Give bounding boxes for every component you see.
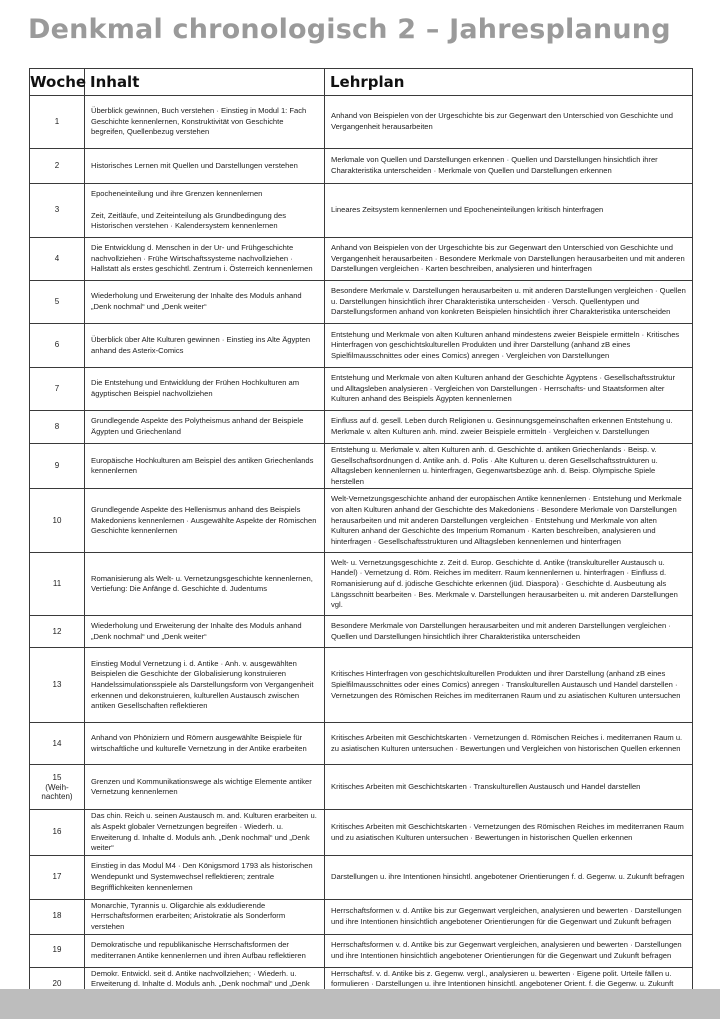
week-number: 6 <box>30 324 85 368</box>
content-cell: Demokratische und republikanische Herrschaftsformen der mediterranen Antike kennenlernen und ihren Aufbau reflektieren <box>85 934 325 967</box>
content-cell: Überblick gewinnen, Buch verstehen · Einstieg in Modul 1: Fach Geschichte kennenlernen, Konstruktivität von Geschichte begreifen, Quellenbezug verstehen <box>85 96 325 149</box>
content-cell: Grundlegende Aspekte des Hellenismus anhand des Beispiels Makedoniens kennenlernen · Ausgewählte Aspekte der Römischen Geschichte kennenlernen <box>85 489 325 553</box>
curriculum-cell: Einfluss auf d. gesell. Leben durch Religionen u. Gesinnungsgemeinschaften erkennen Entstehung u. Merkmale v. alten Kulturen anh. mind. zweier Beispiele ermitteln · Vergleichen v. Darstellungen <box>325 411 693 444</box>
table-row <box>30 411 693 444</box>
table-row <box>30 616 693 648</box>
curriculum-cell: Kritisches Hinterfragen von geschichtskulturellen Produkten und ihrer Darstellung (anhand zB eines Spielfilmausschnittes oder eines Comics) anregen · Transkulturellen Austausch und Handel darstellen · Vernetzungen des Römischen Reiches im mediterranen Raum und zu asiatischen Kulturen untersuchen <box>325 648 693 723</box>
page-title: Denkmal chronologisch 2 – Jahresplanung <box>28 14 671 45</box>
curriculum-cell: Herrschaftsformen v. d. Antike bis zur Gegenwart vergleichen, analysieren und bewerten · Darstellungen und ihre Intentionen hinsichtlich angebotener Orientierungen für die Gegenwart und Zukunft befragen <box>325 934 693 967</box>
table-row <box>30 149 693 184</box>
week-number: 11 <box>30 553 85 616</box>
week-number: 18 <box>30 899 85 934</box>
table-header-row <box>30 69 693 96</box>
content-cell: Wiederholung und Erweiterung der Inhalte des Moduls anhand „Denk nochmal“ und „Denk weiter“ <box>85 281 325 324</box>
content-cell: Einstieg Modul Vernetzung i. d. Antike · Anh. v. ausgewählten Beispielen die Geschichte der Globalisierung konstruieren Handelssimulationsspiele als Darstellungsform von Vergangenheit erkennen und dekonstruieren, kulturellen Austausch zwischen antiken Gesellschaften reflektieren <box>85 648 325 723</box>
content-cell: Europäische Hochkulturen am Beispiel des antiken Griechenlands kennenlernen <box>85 444 325 489</box>
table-row <box>30 444 693 489</box>
week-number: 2 <box>30 149 85 184</box>
table-row <box>30 648 693 723</box>
table-row <box>30 281 693 324</box>
curriculum-cell: Anhand von Beispielen von der Urgeschichte bis zur Gegenwart den Unterschied von Geschichte und Vergangenheit herausarbeiten <box>325 96 693 149</box>
content-cell: Das chin. Reich u. seinen Austausch m. and. Kulturen erarbeiten u. als Aspekt globaler Vernetzungen begreifen · Wiederh. u. Erweiterung d. Inhalte d. Moduls anh. „Denk nochmal“ und „Denk weiter“ <box>85 810 325 855</box>
footer-bar <box>0 989 720 1019</box>
table-row <box>30 324 693 368</box>
content-cell: Historisches Lernen mit Quellen und Darstellungen verstehen <box>85 149 325 184</box>
week-number: 20 <box>30 967 85 1002</box>
week-number: 10 <box>30 489 85 553</box>
curriculum-cell: Kritisches Arbeiten mit Geschichtskarten · Vernetzungen des Römischen Reiches im mediterranen Raum und zu asiatischen Kulturen untersuchen · Bewertungen in historischen Quellen erkennen <box>325 810 693 855</box>
content-cell: Monarchie, Tyrannis u. Oligarchie als exkludierende Herrschaftsformen erarbeiten; Aristokratie als Sonderform verstehen <box>85 899 325 934</box>
curriculum-cell: Entstehung u. Merkmale v. alten Kulturen anh. d. Geschichte d. antiken Griechenlands · Beisp. v. Gesellschaftsordnungen d. Antike anh. d. Polis · Alte Kulturen u. deren Gesellschaftsstrukturen u. Alltagsleben kennenlernen u. hinterfragen, Gegenwartsbezüge anh. d. Beisp. Olympische Spiele herstellen <box>325 444 693 489</box>
content-cell: Wiederholung und Erweiterung der Inhalte des Moduls anhand „Denk nochmal“ und „Denk weiter“ <box>85 616 325 648</box>
week-number: 1 <box>30 96 85 149</box>
week-number: 13 <box>30 648 85 723</box>
curriculum-cell: Besondere Merkmale von Darstellungen herausarbeiten und mit anderen Darstellungen vergleichen · Quellen und Darstellungen hinsichtlich ihrer Charakteristika unterscheiden <box>325 616 693 648</box>
content-cell: Grundlegende Aspekte des Polytheismus anhand der Beispiele Ägypten und Griechenland <box>85 411 325 444</box>
week-number: 3 <box>30 184 85 238</box>
year-plan-table <box>29 68 693 1002</box>
curriculum-cell: Kritisches Arbeiten mit Geschichtskarten · Transkulturellen Austausch und Handel darstellen <box>325 765 693 810</box>
content-cell: Anhand von Phöniziern und Römern ausgewählte Beispiele für wirtschaftliche und kulturelle Vernetzung in der Antike erarbeiten <box>85 723 325 765</box>
curriculum-cell: Welt-Vernetzungsgeschichte anhand der europäischen Antike kennenlernen · Entstehung und Merkmale von alten Kulturen anhand der Geschichte des Makedoniens · Besondere Merkmale von Darstellungen herausarbeiten und mit anderen Darstellungen vergleichen · Entstehung und Merkmale von alten Kulturen anhand der Geschichte des Imperium Romanum · Karten beschreiben, analysieren und hinterfragen · Gesellschaftsstrukturen und Alltagsleben kennenlernen und hinterfragen <box>325 489 693 553</box>
week-number: 15 (Weih- nachten) <box>30 765 85 810</box>
table-row <box>30 96 693 149</box>
week-number: 12 <box>30 616 85 648</box>
week-number: 19 <box>30 934 85 967</box>
curriculum-cell: Lineares Zeitsystem kennenlernen und Epocheneinteilungen kritisch hinterfragen <box>325 184 693 238</box>
week-number: 4 <box>30 238 85 281</box>
table-row <box>30 368 693 411</box>
curriculum-cell: Entstehung und Merkmale von alten Kulturen anhand mindestens zweier Beispiele ermitteln · Kritisches Hinterfragen von geschichtskulturellen Produkten und ihrer Darstellung (anhand zB eines Spielfilmausschnittes oder eines Comics) anregen · Vergleichen von Darstellungen <box>325 324 693 368</box>
table-row <box>30 810 693 855</box>
content-cell: Die Entwicklung d. Menschen in der Ur- und Frühgeschichte nachvollziehen · Frühe Wirtschaftssysteme nachvollziehen · Hallstatt als erstes geschichtl. Zentrum i. Österreich kennenlernen <box>85 238 325 281</box>
curriculum-cell: Herrschaftsf. v. d. Antike bis z. Gegenw. vergl., analysieren u. bewerten · Eigene polit. Urteile fällen u. formulieren · Darstellungen u. ihre Intentionen hinsichtl. angebotener Orient. f. die Gegenw. u. Zukunft <box>325 967 693 1002</box>
week-number: 9 <box>30 444 85 489</box>
table-row <box>30 765 693 810</box>
curriculum-cell: Anhand von Beispielen von der Urgeschichte bis zur Gegenwart den Unterschied von Geschichte und Vergangenheit herausarbeiten · Besondere Merkmale von Darstellungen herausarbeiten und mit anderen Darstellungen vergleichen · Karten beschreiben, analysieren und hinterfragen <box>325 238 693 281</box>
table-row <box>30 489 693 553</box>
column-header-week: Woche <box>30 69 85 96</box>
content-cell: Demokr. Entwickl. seit d. Antike nachvollziehen; · Wiederh. u. Erweiterung d. Inhalte d. Moduls anh. „Denk nochmal“ und „Denk <box>85 967 325 1002</box>
content-cell: Überblick über Alte Kulturen gewinnen · Einstieg ins Alte Ägypten anhand des Asterix-Comics <box>85 324 325 368</box>
week-number: 16 <box>30 810 85 855</box>
table-row <box>30 899 693 934</box>
week-number: 14 <box>30 723 85 765</box>
week-number: 17 <box>30 855 85 899</box>
week-number: 8 <box>30 411 85 444</box>
content-cell: Epocheneinteilung und ihre Grenzen kennenlernen Zeit, Zeitläufe, und Zeiteinteilung als Grundbedingung des Historischen verstehen · Kalendersystem kennenlernen <box>85 184 325 238</box>
content-cell: Die Entstehung und Entwicklung der Frühen Hochkulturen am ägyptischen Beispiel nachvollziehen <box>85 368 325 411</box>
curriculum-cell: Merkmale von Quellen und Darstellungen erkennen · Quellen und Darstellungen hinsichtlich ihrer Charakteristika unterscheiden · Merkmale von Quellen und Darstellungen erkennen <box>325 149 693 184</box>
curriculum-cell: Entstehung und Merkmale von alten Kulturen anhand der Geschichte Ägyptens · Gesellschaftsstruktur und Alltagsleben analysieren · Vergleichen von Darstellungen · Herrschafts- und Staatsformen alter Kulturen anhand des Beispiels Ägypten kennenlernen <box>325 368 693 411</box>
curriculum-cell: Welt- u. Vernetzungsgeschichte z. Zeit d. Europ. Geschichte d. Antike (transkultureller Austausch u. Handel) · Vernetzung d. Röm. Reiches im mediterr. Raum kennenlernen u. hinterfragen · Einfluss d. Romanisierung auf d. jüdische Geschichte erkennen (jüd. Diaspora) · Geschichte d. Ausbeutung als Längsschnitt bearbeiten · Bes. Merkmale v. Darstellungen herausarbeiten u. mit anderen Darstellungen vgl. <box>325 553 693 616</box>
table-row <box>30 855 693 899</box>
column-header-content: Inhalt <box>85 69 325 96</box>
week-number: 5 <box>30 281 85 324</box>
content-cell: Grenzen und Kommunikationswege als wichtige Elemente antiker Vernetzung kennenlernen <box>85 765 325 810</box>
curriculum-cell: Besondere Merkmale v. Darstellungen herausarbeiten u. mit anderen Darstellungen vergleichen · Quellen u. Darstellungen hinsichtlich ihrer Charakteristika unterscheiden · Versch. Quellentypen und Darstellungsformen anhand von konkreten Beispielen hinsichtlich ihrer Charakteristika unterscheiden <box>325 281 693 324</box>
table-row <box>30 553 693 616</box>
curriculum-cell: Herrschaftsformen v. d. Antike bis zur Gegenwart vergleichen, analysieren und bewerten · Darstellungen und ihre Intentionen hinsichtlich angebotener Orientierungen für die Gegenwart und Zukunft befragen <box>325 899 693 934</box>
curriculum-cell: Kritisches Arbeiten mit Geschichtskarten · Vernetzungen d. Römischen Reiches i. mediterranen Raum u. zu asiatischen Kulturen untersuchen · Bewertungen und Vergleichen von historischen Quellen erkennen <box>325 723 693 765</box>
content-cell: Einstieg in das Modul M4 · Den Königsmord 1793 als historischen Wendepunkt und Systemwechsel reflektieren; zentrale Begrifflichkeiten kennenlernen <box>85 855 325 899</box>
column-header-curriculum: Lehrplan <box>325 69 693 96</box>
table-row <box>30 934 693 967</box>
content-cell: Romanisierung als Welt- u. Vernetzungsgeschichte kennenlernen, Vertiefung: Die Anfänge d. Geschichte d. Judentums <box>85 553 325 616</box>
table-row <box>30 238 693 281</box>
table-row <box>30 184 693 238</box>
curriculum-cell: Darstellungen u. ihre Intentionen hinsichtl. angebotener Orientierungen f. d. Gegenw. u. Zukunft befragen <box>325 855 693 899</box>
week-number: 7 <box>30 368 85 411</box>
table-row <box>30 723 693 765</box>
